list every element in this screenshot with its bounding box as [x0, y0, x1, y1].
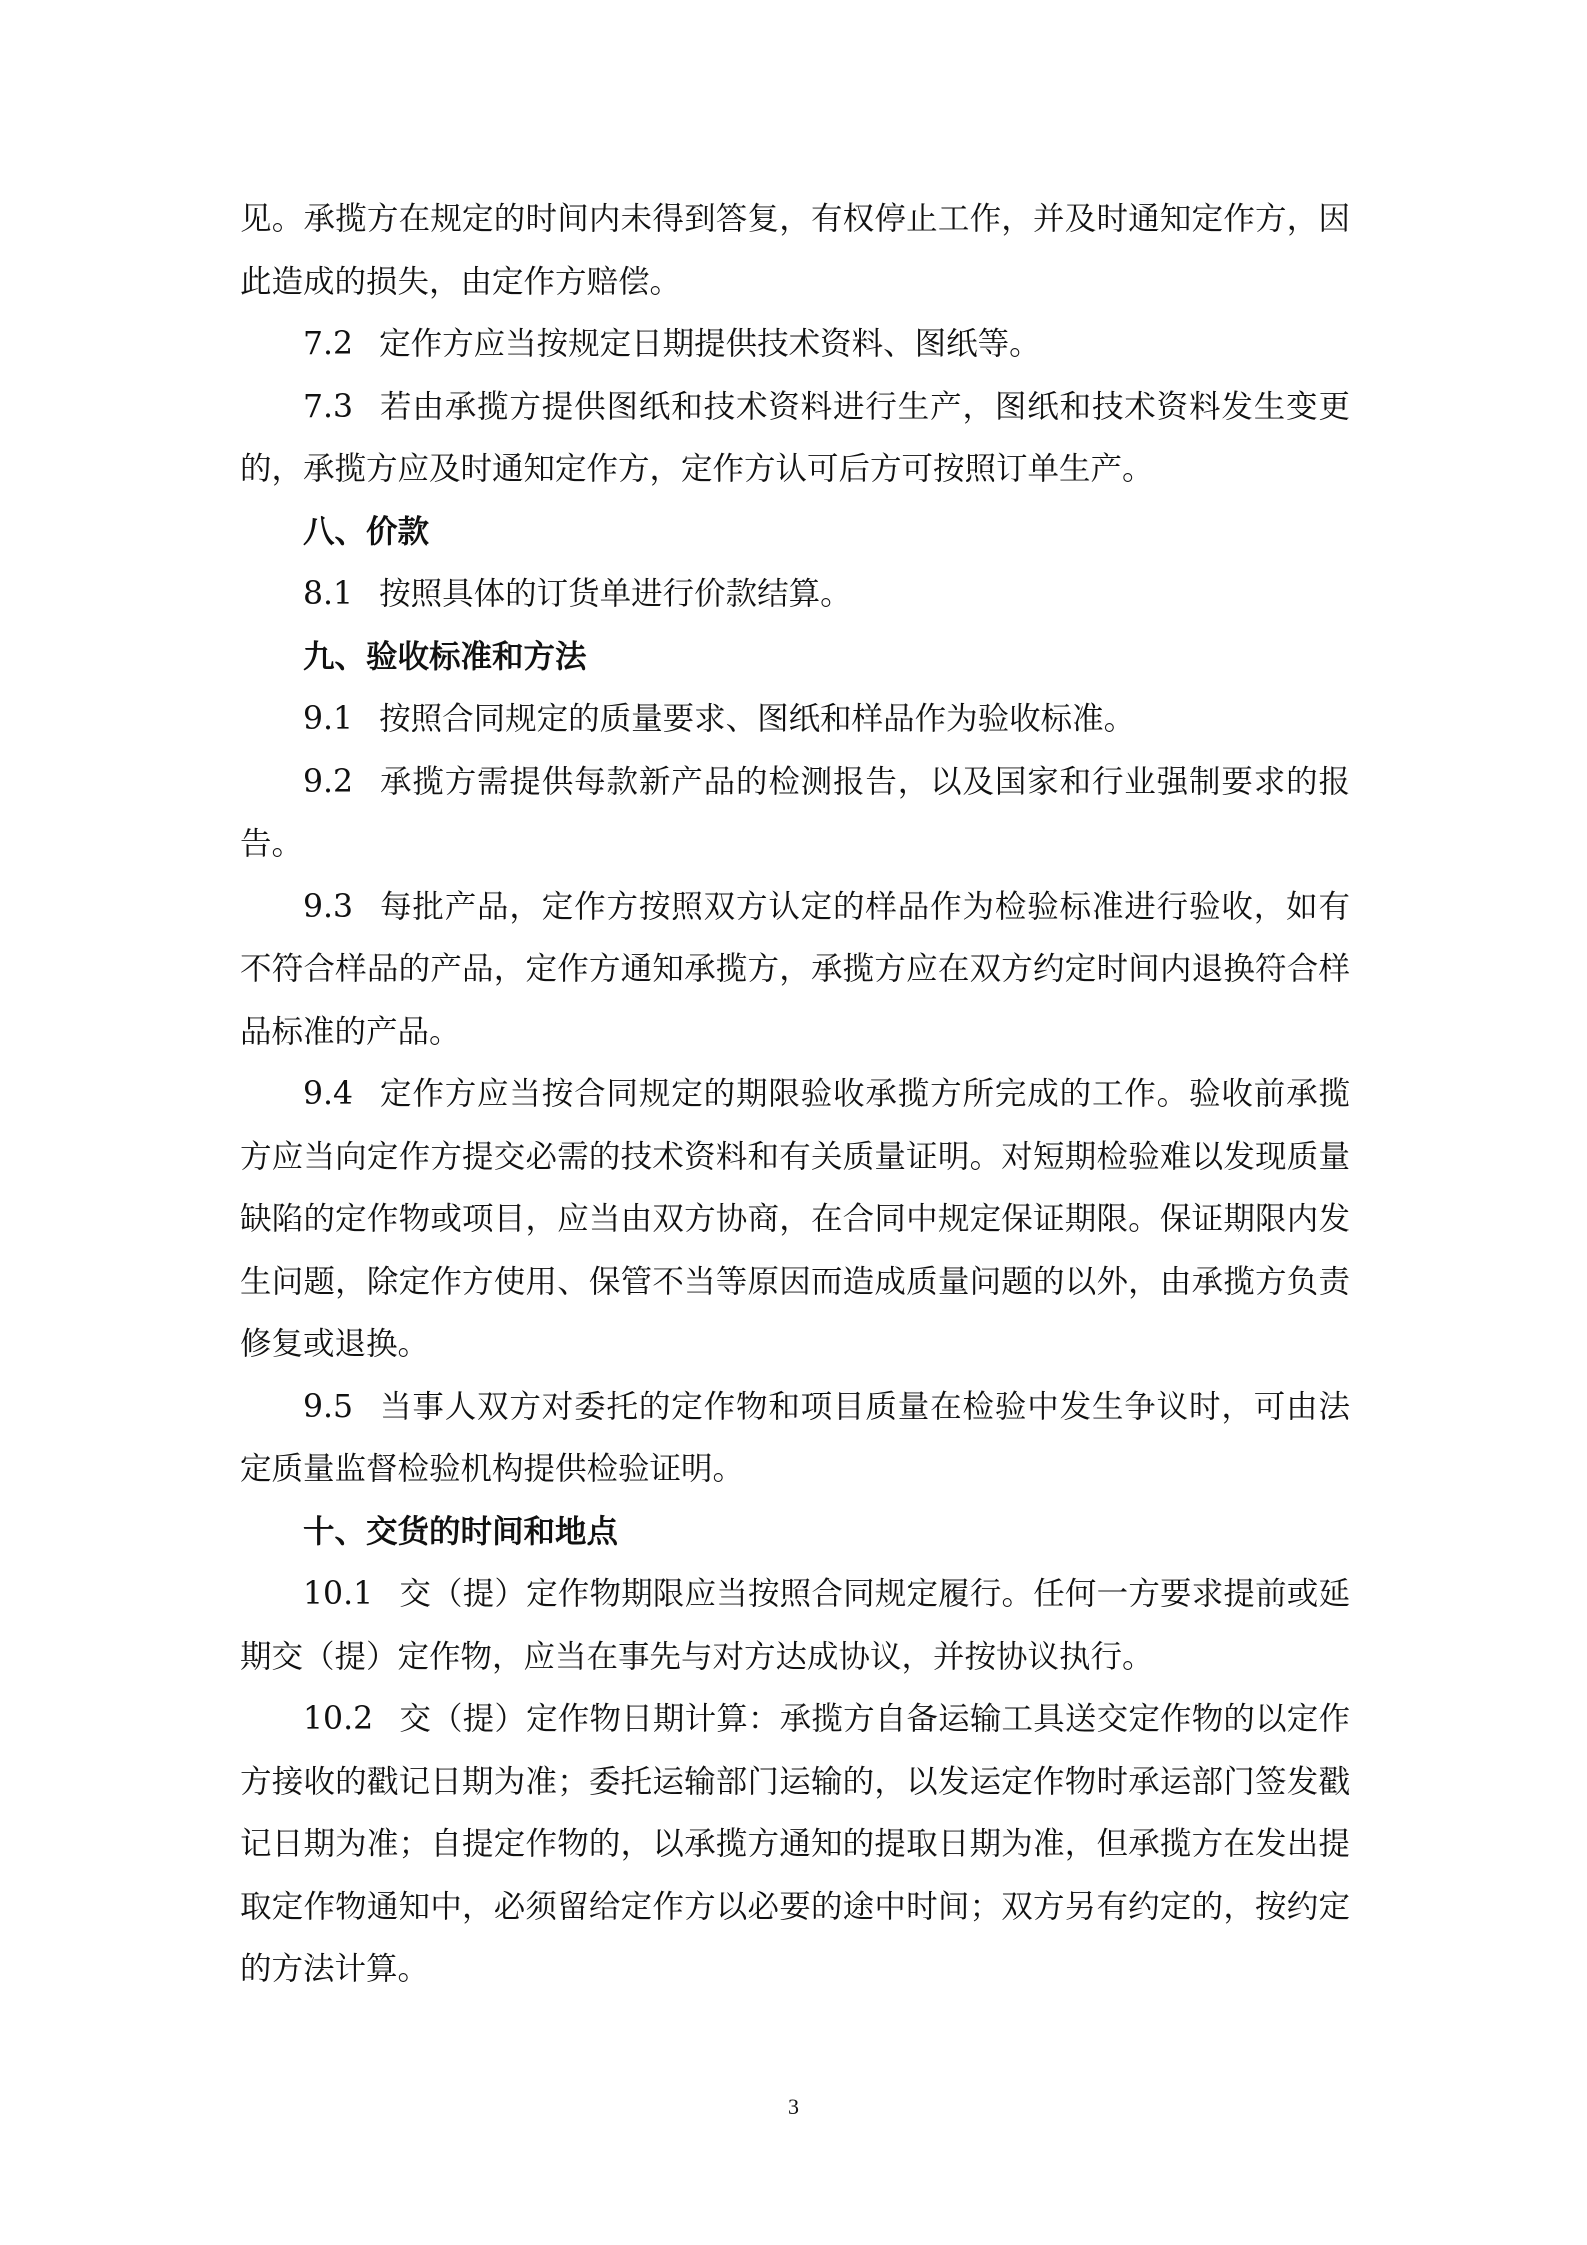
- clause-text: 交（提）定作物日期计算：承揽方自备运输工具送交定作物的以定作方接收的戳记日期为准；委托运输部门运输的，以发运定作物时承运部门签发戳记日期为准；自提定作物的，以承揽方通知的提取日期为准，但承揽方在发出提取定作物通知中，必须留给定作方以必要的途中时间；双方另有约定的，按约定的方法计算。: [240, 1701, 1350, 1987]
- clause-10-1: [240, 1563, 1350, 1688]
- clause-9-1: [240, 688, 1350, 751]
- clause-number: 9.1: [303, 701, 354, 737]
- clause-text: 按照具体的订货单进行价款结算。: [379, 576, 852, 612]
- clause-number: 9.5: [303, 1388, 354, 1425]
- section-heading-9: 九、验收标准和方法: [303, 638, 587, 675]
- clause-number: 10.1: [303, 1576, 374, 1612]
- clause-text: 按照合同规定的质量要求、图纸和样品作为验收标准。: [379, 701, 1136, 737]
- clause-number: 7.2: [303, 326, 354, 362]
- paragraph-continuation: [240, 188, 1350, 313]
- clause-text: 若由承揽方提供图纸和技术资料进行生产，图纸和技术资料发生变更的，承揽方应及时通知定作方，定作方认可后方可按照订单生产。: [240, 388, 1350, 487]
- clause-7-2: [240, 313, 1350, 376]
- clause-text: 定作方应当按合同规定的期限验收承揽方所完成的工作。验收前承揽方应当向定作方提交必需的技术资料和有关质量证明。对短期检验难以发现质量缺陷的定作物或项目，应当由双方协商，在合同中规定保证期限。保证期限内发生问题，除定作方使用、保管不当等原因而造成质量问题的以外，由承揽方负责修复或退换。: [240, 1076, 1350, 1362]
- clause-text: 定作方应当按规定日期提供技术资料、图纸等。: [379, 326, 1041, 362]
- paragraph-text: 见。承揽方在规定的时间内未得到答复，有权停止工作，并及时通知定作方，因此造成的损失，由定作方赔偿。: [240, 201, 1350, 300]
- page-number: 3: [788, 2094, 799, 2119]
- section-heading-10: 十、交货的时间和地点: [303, 1513, 619, 1550]
- clause-9-5: [240, 1376, 1350, 1501]
- clause-number: 9.3: [303, 888, 354, 925]
- clause-number: 9.4: [303, 1076, 354, 1112]
- clause-text: 每批产品，定作方按照双方认定的样品作为检验标准进行验收，如有不符合样品的产品，定作方通知承揽方，承揽方应在双方约定时间内退换符合样品标准的产品。: [240, 888, 1350, 1050]
- clause-10-2: [240, 1688, 1350, 2001]
- clause-8-1: [240, 563, 1350, 626]
- clause-text: 交（提）定作物期限应当按照合同规定履行。任何一方要求提前或延期交（提）定作物，应当在事先与对方达成协议，并按协议执行。: [240, 1576, 1350, 1675]
- clause-9-4: [240, 1063, 1350, 1376]
- clause-number: 7.3: [303, 388, 354, 425]
- clause-text: 承揽方需提供每款新产品的检测报告，以及国家和行业强制要求的报告。: [240, 763, 1350, 862]
- clause-number: 10.2: [303, 1701, 374, 1737]
- clause-9-3: [240, 876, 1350, 1064]
- section-heading-8: 八、价款: [303, 513, 430, 550]
- clause-7-3: [240, 376, 1350, 501]
- clause-number: 8.1: [303, 576, 354, 612]
- clause-9-2: [240, 751, 1350, 876]
- clause-number: 9.2: [303, 763, 354, 800]
- clause-text: 当事人双方对委托的定作物和项目质量在检验中发生争议时，可由法定质量监督检验机构提供检验证明。: [240, 1388, 1350, 1487]
- document-body: [240, 188, 1350, 2001]
